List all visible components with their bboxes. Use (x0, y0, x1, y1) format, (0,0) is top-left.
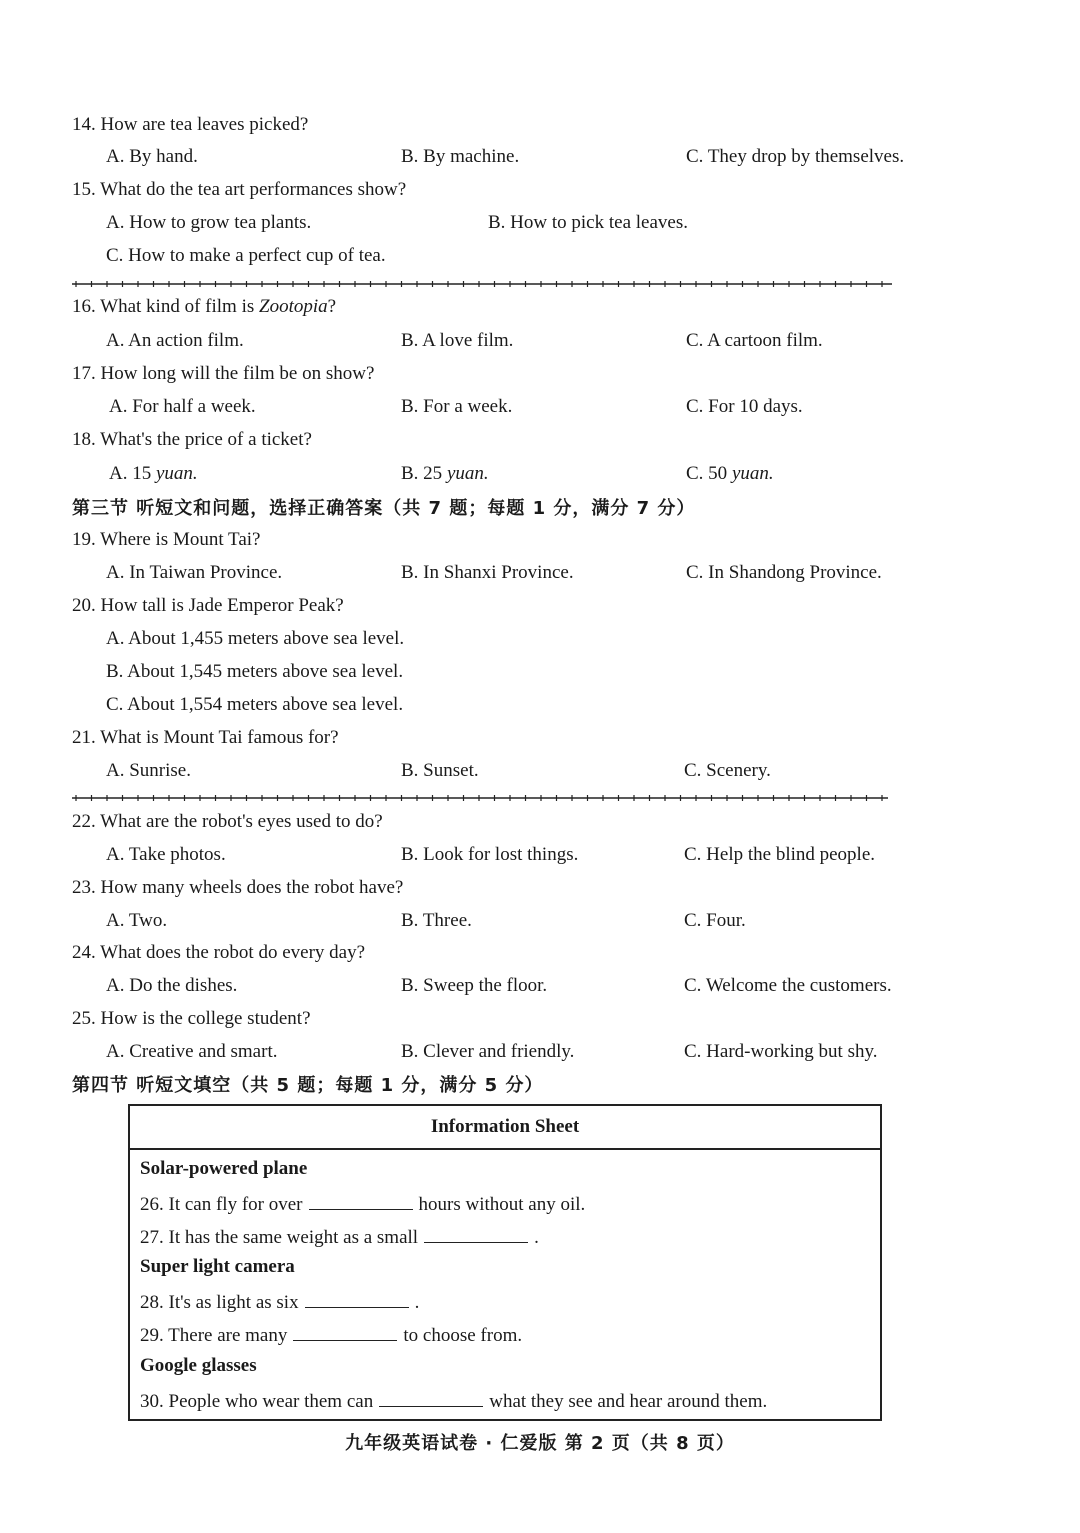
option-b: B. How to pick tea leaves. (488, 212, 688, 233)
question-29: 29. There are many to choose from. (140, 1322, 522, 1347)
option-c: C. How to make a perfect cup of tea. (106, 245, 386, 266)
question-21: 21. What is Mount Tai famous for? (72, 727, 339, 748)
option-b: B. By machine. (401, 146, 520, 167)
question-18: 18. What's the price of a ticket? (72, 429, 312, 450)
section-divider (72, 279, 892, 289)
option-c: C. Help the blind people. (684, 844, 876, 865)
option-c: C. In Shandong Province. (686, 562, 882, 583)
option-c: C. About 1,554 meters above sea level. (106, 694, 404, 715)
section-3-heading: 第三节 听短文和问题，选择正确答案（共 7 题；每题 1 分，满分 7 分） (72, 498, 696, 519)
option-b: B. A love film. (401, 330, 514, 351)
question-25: 25. How is the college student? (72, 1008, 311, 1029)
information-sheet-header (130, 1106, 880, 1150)
answer-blank-27[interactable] (424, 1224, 528, 1243)
option-c: C. A cartoon film. (686, 330, 823, 351)
information-sheet (128, 1104, 882, 1421)
question-28: 28. It's as light as six . (140, 1289, 419, 1314)
question-16: 16. What kind of film is Zootopia? (72, 296, 337, 317)
question-24: 24. What does the robot do every day? (72, 942, 366, 963)
option-c: C. Hard-working but shy. (684, 1041, 878, 1062)
question-22: 22. What are the robot's eyes used to do? (72, 811, 383, 832)
question-14 (72, 114, 308, 136)
option-b: B. Look for lost things. (401, 844, 579, 865)
option-a: A. For half a week. (109, 396, 256, 417)
question-number: 15. (72, 179, 96, 200)
option-c: C. For 10 days. (686, 396, 803, 417)
information-sheet-title: Information Sheet (430, 1116, 580, 1137)
page-footer: 九年级英语试卷 · 仁爱版 第 2 页（共 8 页） (345, 1433, 735, 1454)
option-a: A. Creative and smart. (106, 1041, 278, 1062)
option-a: A. 15 yuan. (109, 463, 198, 484)
answer-blank-30[interactable] (379, 1388, 483, 1407)
question-20: 20. How tall is Jade Emperor Peak? (72, 595, 344, 616)
question-27: 27. It has the same weight as a small . (140, 1224, 539, 1249)
question-17: 17. How long will the film be on show? (72, 363, 375, 384)
option-b: B. For a week. (401, 396, 513, 417)
option-b: B. In Shanxi Province. (401, 562, 574, 583)
option-a: A. How to grow tea plants. (106, 212, 312, 233)
option-c: C. They drop by themselves. (686, 146, 905, 167)
option-a: A. In Taiwan Province. (106, 562, 283, 583)
question-number: 14. (72, 114, 96, 135)
option-c: C. 50 yuan. (686, 463, 774, 484)
option-a: A. About 1,455 meters above sea level. (106, 628, 405, 649)
option-b: B. Clever and friendly. (401, 1041, 575, 1062)
option-a: A. An action film. (106, 330, 244, 351)
subheading-camera: Super light camera (140, 1256, 295, 1277)
option-a: A. By hand. (106, 146, 198, 167)
answer-blank-26[interactable] (309, 1191, 413, 1210)
question-text: What do the tea art performances show? (100, 179, 407, 200)
subheading-solar-plane: Solar-powered plane (140, 1158, 308, 1179)
option-b: B. Sunset. (401, 760, 479, 781)
option-b: B. Sweep the floor. (401, 975, 548, 996)
question-23: 23. How many wheels does the robot have? (72, 877, 404, 898)
option-c: C. Four. (684, 910, 746, 931)
option-b: B. Three. (401, 910, 472, 931)
question-15 (72, 179, 406, 201)
answer-blank-28[interactable] (305, 1289, 409, 1308)
option-c: C. Welcome the customers. (684, 975, 892, 996)
option-b: B. 25 yuan. (401, 463, 489, 484)
option-a: A. Two. (106, 910, 168, 931)
question-26: 26. It can fly for over hours without any oil. (140, 1191, 585, 1216)
option-c: C. Scenery. (684, 760, 771, 781)
question-text: How are tea leaves picked? (100, 114, 309, 135)
option-a: A. Do the dishes. (106, 975, 238, 996)
section-divider (72, 793, 892, 803)
option-a: A. Take photos. (106, 844, 226, 865)
question-30: 30. People who wear them can what they see and hear around them. (140, 1388, 767, 1413)
option-b: B. About 1,545 meters above sea level. (106, 661, 404, 682)
subheading-glasses: Google glasses (140, 1355, 257, 1376)
option-a: A. Sunrise. (106, 760, 191, 781)
section-4-heading: 第四节 听短文填空（共 5 题；每题 1 分，满分 5 分） (72, 1075, 544, 1096)
answer-blank-29[interactable] (293, 1322, 397, 1341)
question-19: 19. Where is Mount Tai? (72, 529, 261, 550)
film-title: Zootopia (259, 296, 328, 317)
